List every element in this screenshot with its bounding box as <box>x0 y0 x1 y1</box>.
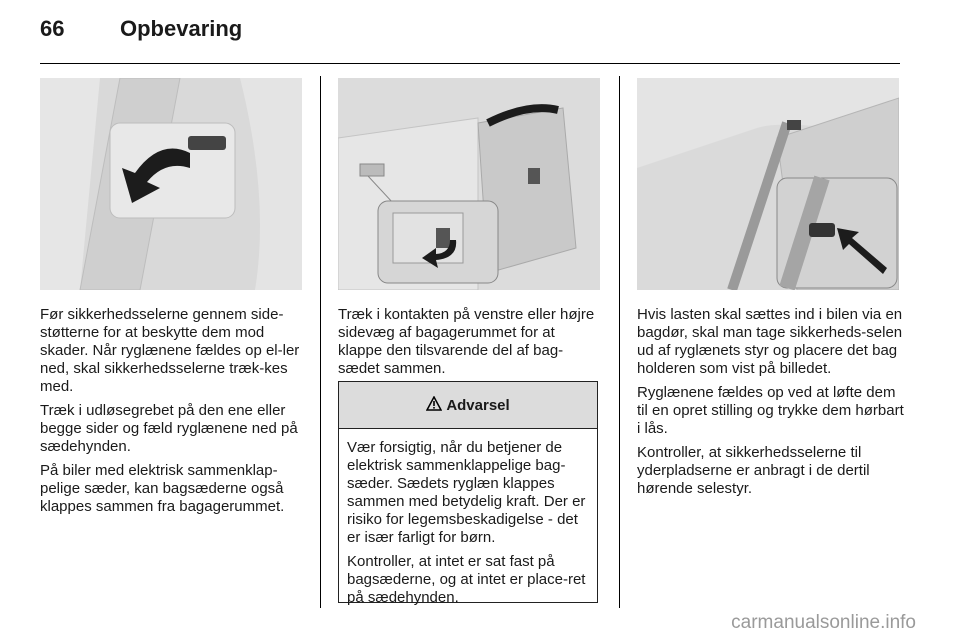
column-divider-2 <box>619 76 620 608</box>
paragraph: Træk i kontakten på venstre eller højre sidevæg af bagagerummet for at klappe den tilsvarende del af bag-sædet sammen. <box>338 306 595 377</box>
warning-triangle-icon <box>426 396 442 415</box>
column-2-text <box>338 306 600 384</box>
warning-header <box>339 382 597 429</box>
paragraph: Hvis lasten skal sættes ind i bilen via en bagdør, skal man tage sikkerheds-selen ud af ryglænets styr og placere det bag holderen som vist på billedet. <box>637 306 903 377</box>
paragraph: Kontroller, at sikkerhedsselerne til yderpladserne er anbragt i de dertil hørende selestyr. <box>637 444 870 497</box>
header-rule <box>40 63 900 64</box>
page-title: Opbevaring <box>120 16 243 41</box>
paragraph: Træk i udløsegrebet på den ene eller begge sider og fæld ryglænene ned på sædehynden. <box>40 402 298 455</box>
paragraph: Før sikkerhedsselerne gennem side-støtterne for at beskytte dem mod skader. Når ryglænene fældes op el-ler ned, skal sikkerhedsselerne træk-kes med. <box>40 306 300 395</box>
cargo-switch-illustration <box>338 78 600 290</box>
seat-release-illustration <box>40 78 302 290</box>
belt-holder-illustration <box>637 78 899 290</box>
watermark: carmanualsonline.info <box>731 612 916 633</box>
paragraph: Ryglænene fældes op ved at løfte dem til en opret stilling og trykke dem hørbart i lås. <box>637 384 904 437</box>
warning-title: Advarsel <box>446 396 510 414</box>
column-3-text <box>637 306 905 504</box>
warning-box <box>338 381 598 606</box>
warning-paragraph: Kontroller, at intet er sat fast på bagsæderne, og at intet er place-ret på sædehynden. <box>347 553 586 606</box>
warning-paragraph: Vær forsigtig, når du betjener de elektrisk sammenklappelige bag-sæder. Sædets ryglæn klappes sammen med betydelig kraft. Der er risiko for legemsbeskadigelse - det er især farligt for børn. <box>347 439 586 546</box>
page-number: 66 <box>40 16 65 41</box>
column-divider-1 <box>320 76 321 608</box>
column-1-text <box>40 306 308 522</box>
paragraph: På biler med elektrisk sammenklap-pelige sæder, kan bagsæderne også klappes sammen fra bagagerummet. <box>40 462 285 515</box>
